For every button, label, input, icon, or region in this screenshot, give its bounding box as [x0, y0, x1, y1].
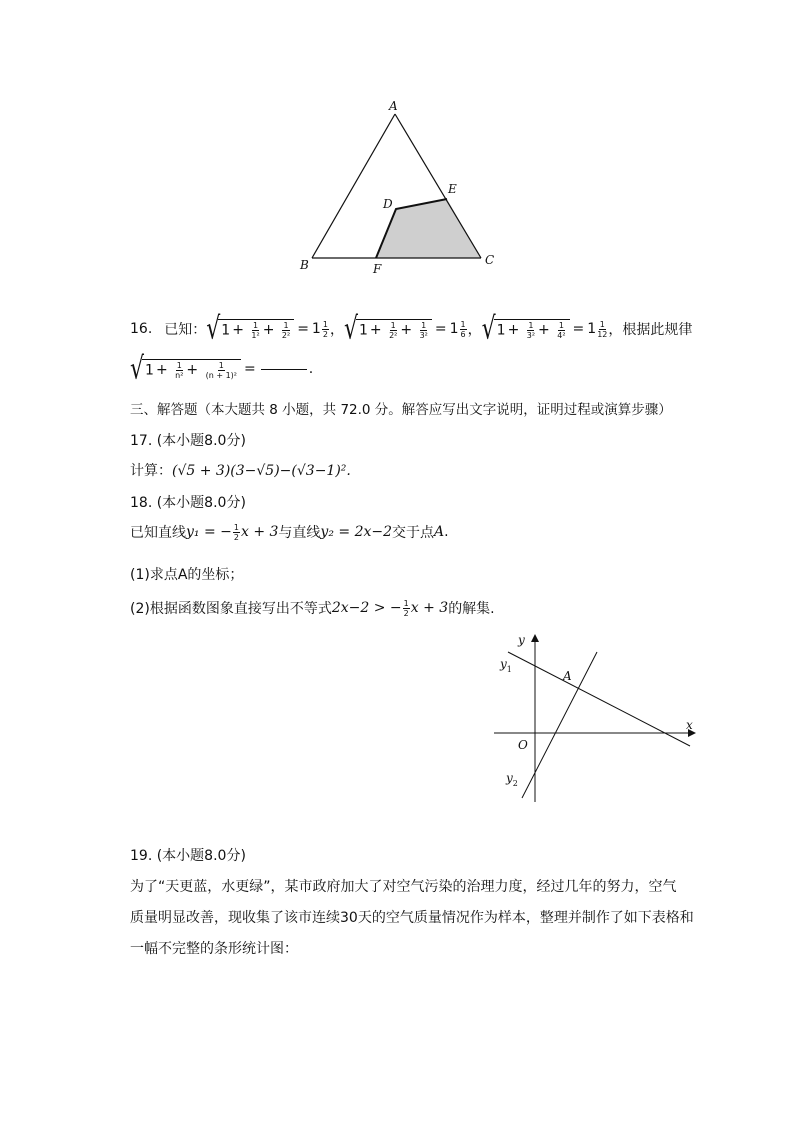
- label-point-a: A: [563, 669, 572, 683]
- answer-blank[interactable]: [261, 369, 307, 370]
- line-y2: [522, 652, 597, 798]
- q19-line2: 质量明显改善，现收集了该市连续30天的空气质量情况作为样本，整理并制作了如下表格和: [130, 910, 694, 926]
- label-y-axis: y: [518, 633, 525, 647]
- section3-title: 三、解答题（本大题共 8 小题，共 72.0 分。解答应写出文字说明，证明过程或演算步骤）: [130, 402, 672, 418]
- label-e: E: [448, 182, 457, 196]
- q17-body: 计算：(√5 + 3)(3−√5)−(√3−1)².: [130, 463, 351, 479]
- coordinate-graph: [490, 630, 705, 810]
- label-a: A: [389, 99, 398, 113]
- q16-line1: 16. 已知： √ 1 + $\frac{1}{\text{1²}}$ + $\frac{1}{\text{2²}}$ = 1 $\frac{1}{2}$ ， √ 1 + $\frac{1}{\text{2²}}$ + $\frac{1}{\text{3²}}$ = 1 $\frac{1}{6}$ ， √ 1 + $\frac{1}{\text{3²}}$ + $\frac{1}{\text{4²}}$ = 1 $\frac{1}{12}$ ，根据此规律: [130, 311, 693, 347]
- label-c: C: [485, 253, 495, 267]
- q17-expression: (√5 + 3)(3−√5)−(√3−1)².: [172, 463, 351, 479]
- label-origin: O: [518, 738, 528, 752]
- q16-eq2: √ 1 + $\frac{1}{\text{2²}}$ + $\frac{1}{\text{3²}}$ = 1 $\frac{1}{6}$: [343, 311, 466, 347]
- side-ab: [312, 114, 395, 258]
- q17-header: 17. (本小题8.0分): [130, 433, 246, 449]
- label-y2: $y_2$: [506, 771, 518, 788]
- label-f: F: [373, 262, 382, 276]
- q18-statement: 已知直线 y₁ = − $\frac{1}{2}$ x + 3 与直线 y₂ = 2x−2 交于点 A .: [130, 522, 449, 542]
- triangle-figure: [290, 92, 510, 282]
- label-b: B: [300, 258, 309, 272]
- q16-rule-text: ，根据此规律: [608, 322, 693, 338]
- q18-header: 18. (本小题8.0分): [130, 495, 246, 511]
- q18-part1: (1)求点A的坐标；: [130, 567, 244, 583]
- q19-line3: 一幅不完整的条形统计图：: [130, 941, 298, 957]
- q18-part2: (2)根据函数图象直接写出不等式 2x−2 > − $\frac{1}{2}$ x + 3 的解集.: [130, 598, 495, 618]
- q16-eq3: √ 1 + $\frac{1}{\text{3²}}$ + $\frac{1}{\text{4²}}$ = 1 $\frac{1}{12}$: [481, 311, 608, 347]
- q16-eq1: √ 1 + $\frac{1}{\text{1²}}$ + $\frac{1}{\text{2²}}$ = 1 $\frac{1}{2}$: [206, 311, 328, 347]
- q19-line1: 为了“天更蓝，水更绿”，某市政府加大了对空气污染的治理力度，经过几年的努力，空气: [130, 879, 677, 895]
- q16-intro: 已知：: [164, 322, 207, 338]
- q19-header: 19. (本小题8.0分): [130, 848, 246, 864]
- label-x-axis: x: [686, 718, 693, 732]
- q16-number: 16.: [130, 321, 153, 337]
- q16-line2: √ 1 + $\frac{1}{\text{n²}}$ + $\frac{1}{\text{(n + 1)²}}$ = .: [130, 351, 314, 387]
- label-y1: $y_1$: [500, 657, 512, 674]
- label-d: D: [383, 197, 393, 211]
